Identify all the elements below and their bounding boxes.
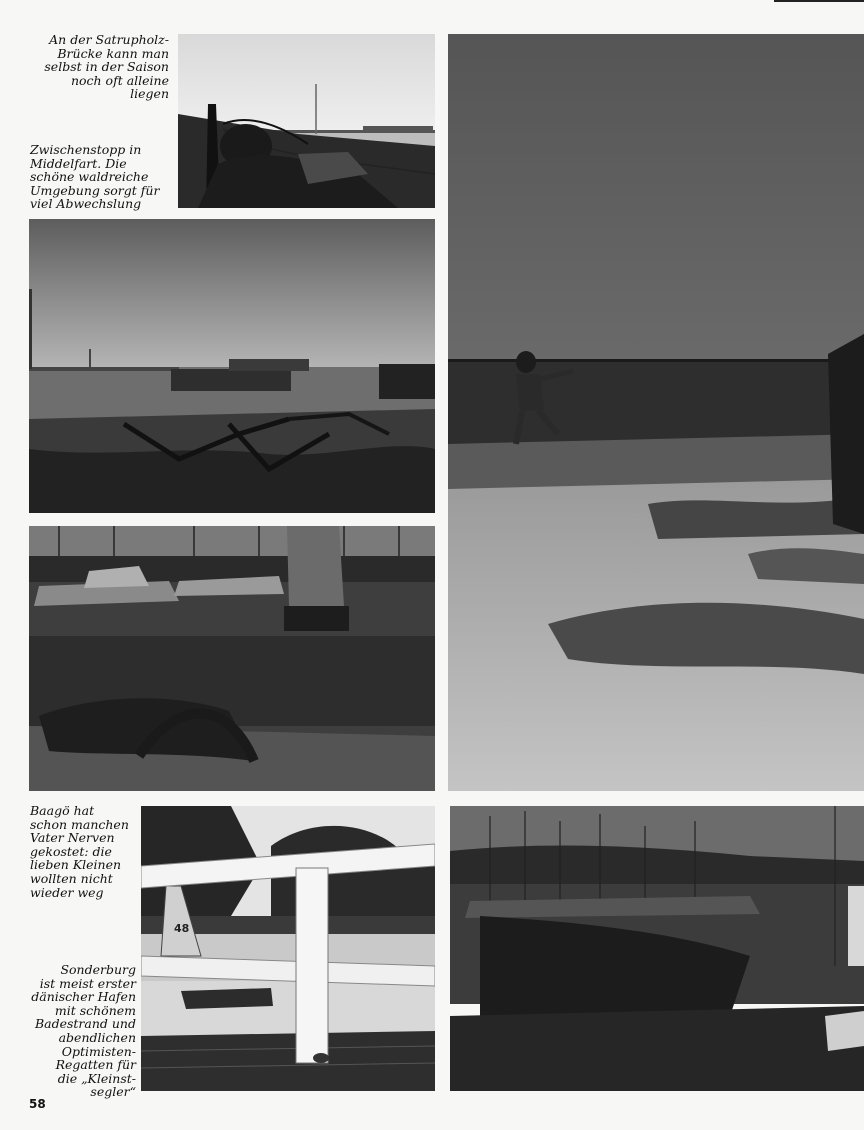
page-number: 58: [29, 1097, 46, 1111]
photo-baagoe-railing: [141, 806, 435, 1091]
caption-sonderburg: Sonderburg ist meist erster dänischer Hafen mit schönem Badestrand und abendlichen Optimisten- Regatten für die „Kleinst- segler“: [31, 962, 136, 1100]
caption-middelfart: Zwischenstopp in Middelfart. Die schöne waldreiche Umgebung sorgt für viel Abwechslung: [30, 142, 160, 212]
photo-beach-child: [448, 34, 864, 791]
photo-satrupholz-bridge: [178, 34, 435, 208]
header-rule: [774, 0, 864, 2]
sail-number: 48: [174, 922, 190, 935]
caption-satrupholz: An der Satrupholz- Brücke kann man selbst in der Saison noch oft alleine liegen: [44, 32, 169, 102]
caption-baagoe: Baagö hat schon manchen Vater Nerven gekostet: die lieben Kleinen wollten nicht wieder weg: [30, 803, 129, 900]
photo-middelfart: [29, 219, 435, 513]
photo-harbor-sailboat: [29, 526, 435, 791]
photo-sonderburg-harbor: [450, 806, 864, 1091]
